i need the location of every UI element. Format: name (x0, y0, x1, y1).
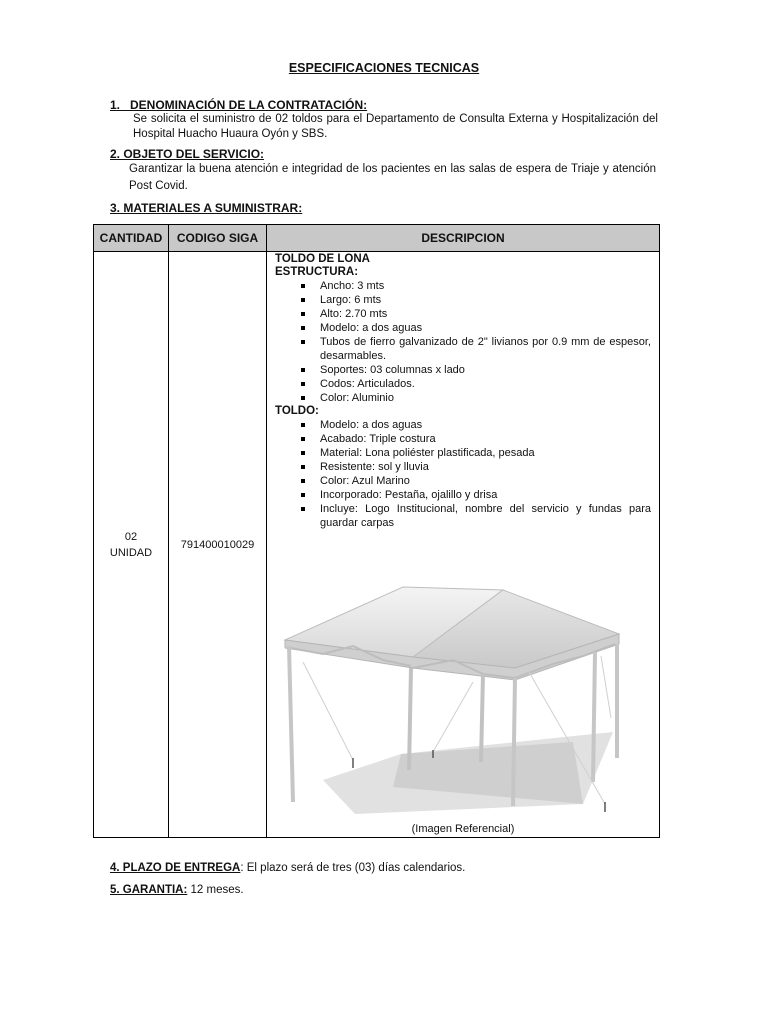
list-item: Incluye: Logo Institucional, nombre del servicio y fundas para guardar carpas (275, 502, 651, 530)
list-item: Soportes: 03 columnas x lado (275, 363, 651, 377)
list-item: Incorporado: Pestaña, ojalillo y drisa (275, 488, 651, 502)
materials-table (93, 224, 660, 838)
section-2-heading: 2. OBJETO DEL SERVICIO: (110, 147, 265, 161)
list-item: Ancho: 3 mts (275, 279, 651, 293)
list-item: Material: Lona poliéster plastificada, pesada (275, 446, 651, 460)
header-cantidad: CANTIDAD (94, 225, 169, 252)
section-2-text: Garantizar la buena atención e integridad de los pacientes en las salas de espera de Triaje y atención Post Covid. (129, 163, 656, 192)
toldo-list (275, 418, 651, 530)
section-1-heading: 1. DENOMINACIÓN DE LA CONTRATACIÓN: (110, 98, 368, 112)
section-5-text: 12 meses. (187, 884, 244, 896)
section-4-heading: 4. PLAZO DE ENTREGA (110, 862, 241, 874)
header-descripcion: DESCRIPCION (267, 225, 660, 252)
section-4 (110, 862, 465, 874)
tent-reference-image (283, 582, 625, 822)
description-block (275, 253, 651, 530)
list-item: Largo: 6 mts (275, 293, 651, 307)
cell-cantidad (94, 252, 169, 838)
list-item: Color: Aluminio (275, 391, 651, 405)
section-5-heading: 5. GARANTIA: (110, 884, 188, 896)
section-3-heading: 3. MATERIALES A SUMINISTRAR: (110, 201, 303, 215)
list-item: Resistente: sol y lluvia (275, 460, 651, 474)
table-header-row (94, 225, 660, 252)
section-5 (110, 884, 244, 896)
list-item: Color: Azul Marino (275, 474, 651, 488)
list-item: Modelo: a dos aguas (275, 418, 651, 432)
document-title: ESPECIFICACIONES TECNICAS (288, 61, 480, 75)
cantidad-unit: UNIDAD (109, 546, 153, 559)
list-item: Codos: Articulados. (275, 377, 651, 391)
list-item: Alto: 2.70 mts (275, 307, 651, 321)
header-codigo-siga: CODIGO SIGA (169, 225, 267, 252)
section-1-text: Se solicita el suministro de 02 toldos para el Departamento de Consulta Externa y Hospitalización del Hospital Huacho Huaura Oyón y SBS. (133, 113, 658, 140)
cell-codigo: 791400010029 (169, 252, 267, 838)
estructura-list (275, 279, 651, 405)
estructura-label: ESTRUCTURA: (275, 266, 359, 278)
list-item: Acabado: Triple costura (275, 432, 651, 446)
section-4-text: : El plazo será de tres (03) días calendarios. (240, 862, 466, 874)
cell-descripcion (267, 252, 660, 838)
image-caption: (Imagen Referencial) (411, 823, 515, 835)
tent-illustration (283, 582, 625, 822)
list-item: Modelo: a dos aguas (275, 321, 651, 335)
cantidad-value: 02 (124, 530, 138, 543)
desc-title: TOLDO DE LONA (275, 253, 370, 265)
table-row (94, 252, 660, 838)
list-item: Tubos de fierro galvanizado de 2" livianos por 0.9 mm de espesor, desarmables. (275, 335, 651, 363)
toldo-label: TOLDO: (275, 405, 319, 417)
